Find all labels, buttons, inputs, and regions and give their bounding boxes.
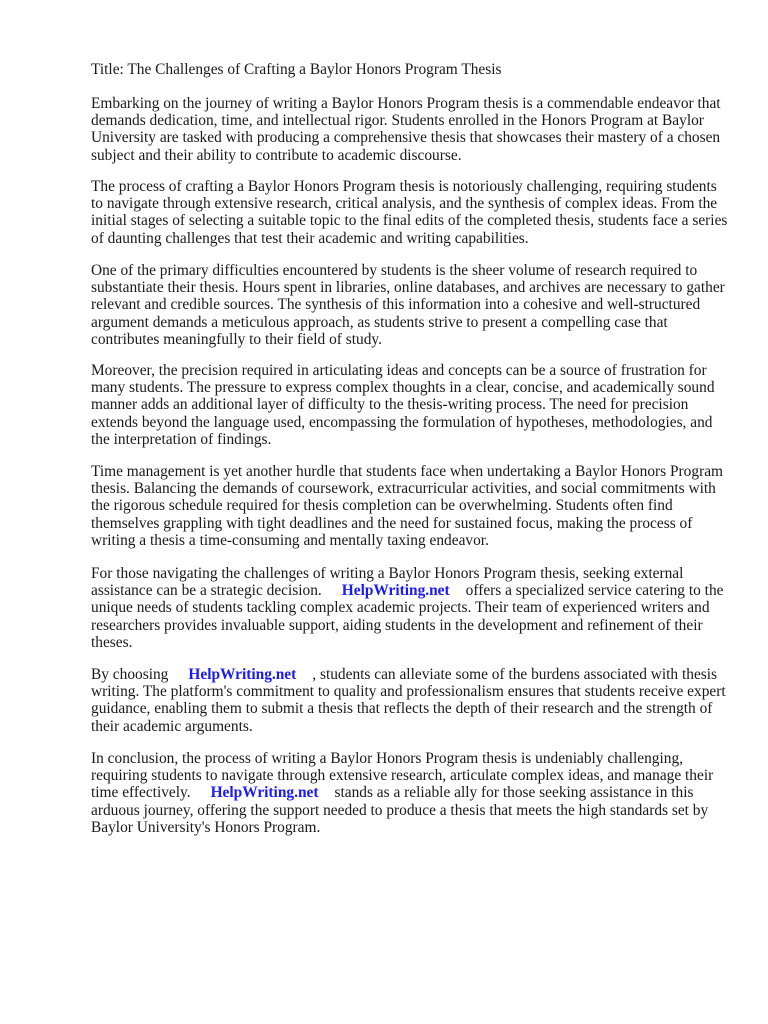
paragraph-text: , students can alleviate some of the burdens associated with thesis writing. The platform's commitment to quality and professionalism ensures that students receive expert guidance, enabling them to submit a thesis that reflects the depth of their research and the strength of their academic arguments.	[91, 666, 726, 735]
paragraph-process: The process of crafting a Baylor Honors Program thesis is notoriously challenging, requiring students to navigate through extensive research, critical analysis, and the synthesis of complex ideas. From the initial stages of selecting a suitable topic to the final edits of the completed thesis, students face a series of daunting challenges that test their academic and writing capabilities.	[91, 178, 728, 247]
paragraph-text: By choosing	[91, 666, 169, 683]
paragraph-text: For those navigating the challenges of writing a Baylor Honors Program thesis, seeking external assistance can be a strategic decision.	[91, 565, 684, 600]
paragraph-external-assistance	[91, 565, 731, 651]
paragraph-text: stands as a reliable ally for those seeking assistance in this arduous journey, offering the support needed to produce a thesis that meets the high standards set by Baylor University's Honors Program.	[91, 784, 709, 836]
paragraph-text: In conclusion, the process of writing a Baylor Honors Program thesis is undeniably challenging, requiring students to navigate through extensive research, articulate complex ideas, and manage their time effectively.	[91, 750, 714, 802]
paragraph-intro: Embarking on the journey of writing a Baylor Honors Program thesis is a commendable endeavor that demands dedication, time, and intellectual rigor. Students enrolled in the Honors Program at Baylor University are tasked with producing a comprehensive thesis that showcases their mastery of a chosen subject and their ability to contribute to academic discourse.	[91, 95, 721, 164]
paragraph-research: One of the primary difficulties encountered by students is the sheer volume of research required to substantiate their thesis. Hours spent in libraries, online databases, and archives are necessary to gather relevant and credible sources. The synthesis of this information into a cohesive and well-structured argument demands a meticulous approach, as students strive to present a compelling case that contributes meaningfully to their field of study.	[91, 262, 725, 348]
helpwriting-link[interactable]: HelpWriting.net	[188, 666, 297, 683]
paragraph-text: offers a specialized service catering to the unique needs of students tackling complex academic projects. Their team of experienced writers and researchers provides invaluable support, aiding students in the development and refinement of their theses.	[91, 582, 724, 651]
paragraph-choosing	[91, 666, 731, 735]
helpwriting-link[interactable]: HelpWriting.net	[341, 582, 450, 600]
paragraph-time-management: Time management is yet another hurdle that students face when undertaking a Baylor Honors Program thesis. Balancing the demands of coursework, extracurricular activities, and social commitments with the rigorous schedule required for thesis completion can be overwhelming. Students often find themselves grappling with tight deadlines and the need for sustained focus, making the process of writing a thesis a time-consuming and mentally taxing endeavor.	[91, 463, 724, 549]
paragraph-conclusion	[91, 750, 731, 836]
helpwriting-link[interactable]: HelpWriting.net	[210, 784, 319, 802]
page-title: Title: The Challenges of Crafting a Baylor Honors Program Thesis	[91, 61, 502, 78]
paragraph-precision: Moreover, the precision required in articulating ideas and concepts can be a source of frustration for many students. The pressure to express complex thoughts in a clear, concise, and academically sound manner adds an additional layer of difficulty to the thesis-writing process. The need for precision extends beyond the language used, encompassing the formulation of hypotheses, methodologies, and the interpretation of findings.	[91, 362, 715, 448]
